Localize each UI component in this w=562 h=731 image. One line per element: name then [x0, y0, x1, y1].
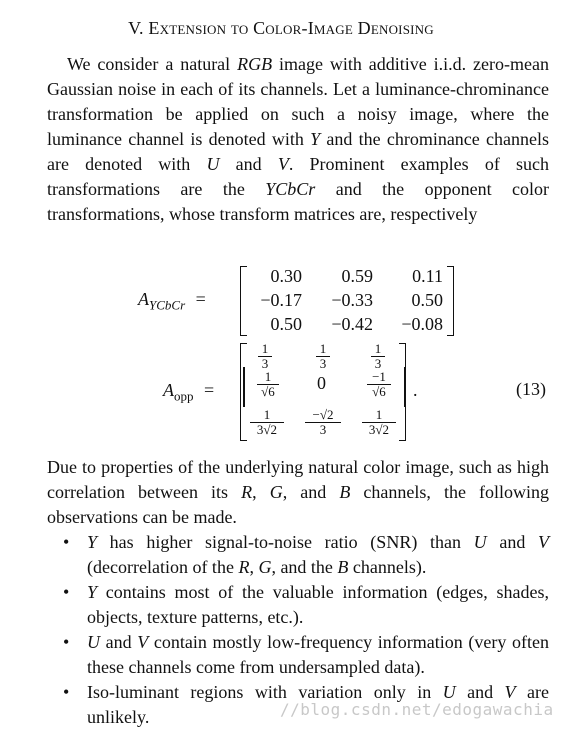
watermark: //blog.csdn.net/edogawachia	[280, 700, 554, 719]
matrix-fraction: $\frac{-1}{√6}$	[367, 370, 391, 399]
bracket-thick-mark	[404, 367, 406, 407]
equation-number: (13)	[516, 379, 546, 399]
math-g: G	[269, 482, 283, 502]
matrix-fraction: $\frac{-√2}{3}$	[305, 408, 341, 437]
bullet-glyph: •	[63, 532, 70, 552]
matrix-fraction: $\frac{1}{3}$	[258, 342, 272, 371]
text-run: and	[219, 154, 278, 174]
text-run: Due to properties of the underlying natural color image, such as high correlation between its	[47, 457, 549, 502]
matrix-cell: −0.08	[401, 314, 443, 334]
text-run: ,	[252, 482, 270, 502]
section-heading	[0, 18, 562, 39]
matrix-cell: −0.17	[260, 290, 302, 310]
matrix-cell: 0.11	[412, 266, 443, 286]
math-rgb: RGB	[237, 54, 273, 74]
matrix-fraction: $\frac{1}{√6}$	[257, 370, 279, 399]
matrix-fraction: $\frac{1}{3√2}$	[362, 408, 396, 437]
matrix-cell: 0.50	[270, 314, 302, 334]
section-title: Extension to Color-Image Denoising	[148, 18, 434, 38]
text-run: . Prominent examples of such transformations are the	[47, 154, 549, 199]
paragraph-observations	[47, 455, 549, 530]
bullet-glyph: •	[63, 582, 70, 602]
right-bracket	[447, 266, 454, 336]
text-run: We consider a natural	[67, 54, 238, 74]
math-r: R	[241, 482, 253, 502]
text-run: channels, the following observations can be made.	[47, 482, 550, 527]
lhs-base: A	[163, 380, 174, 400]
paragraph-intro	[47, 52, 549, 227]
bullet-glyph: •	[63, 632, 70, 652]
matrix-fraction: $\frac{1}{3}$	[371, 342, 385, 371]
lhs-base: A	[138, 289, 149, 309]
list-item: • U and V contain mostly low-frequency information (very often these channels come from undersampled data).	[63, 632, 549, 677]
lhs-subscript: opp	[174, 388, 194, 404]
matrix-cell: 0	[317, 373, 326, 393]
text-run: , and	[282, 482, 340, 502]
list-item: • Y has higher signal-to-noise ratio (SNR) than U and V (decorrelation of the R, G, and the B channels).	[63, 532, 549, 577]
text-run: and the opponent color transformations, whose transform matrices are, respectively	[47, 179, 549, 224]
lhs-ycbcr	[138, 289, 206, 314]
list-item: • Iso-luminant regions with variation only in U and V are unlikely.	[63, 682, 549, 727]
bracket-thick-mark	[243, 367, 245, 407]
math-v: V	[277, 154, 289, 174]
matrix-cell: 0.59	[341, 266, 373, 286]
math-b: B	[339, 482, 351, 502]
list-item: • Y contains most of the valuable information (edges, shades, objects, texture patterns, etc.).	[63, 582, 549, 627]
matrix-fraction: $\frac{1}{3}$	[316, 342, 330, 371]
matrix-cell: 0.50	[411, 290, 443, 310]
section-numeral: V.	[128, 18, 144, 38]
lhs-opp	[163, 380, 214, 405]
math-u: U	[206, 154, 220, 174]
lhs-subscript: YCbCr	[149, 297, 186, 313]
matrix-cell: −0.33	[331, 290, 373, 310]
math-y: Y	[310, 129, 321, 149]
text-run: image with additive i.i.d. zero-mean Gaussian noise in each of its channels. Let a luminance-chrominance transformation be applied on such a noisy image, where the luminance channel is denoted with	[47, 54, 549, 149]
equals-sign: =	[195, 289, 206, 309]
bullet-glyph: •	[63, 682, 70, 702]
equation-period: .	[413, 380, 418, 400]
matrix-cell: −0.42	[331, 314, 373, 334]
text-run: and the chrominance channels are denoted with	[47, 129, 549, 174]
matrix-fraction: $\frac{1}{3√2}$	[250, 408, 284, 437]
equals-sign: =	[204, 380, 215, 400]
matrix-cell: 0.30	[270, 266, 302, 286]
math-ycbcr: YCbCr	[265, 179, 316, 199]
